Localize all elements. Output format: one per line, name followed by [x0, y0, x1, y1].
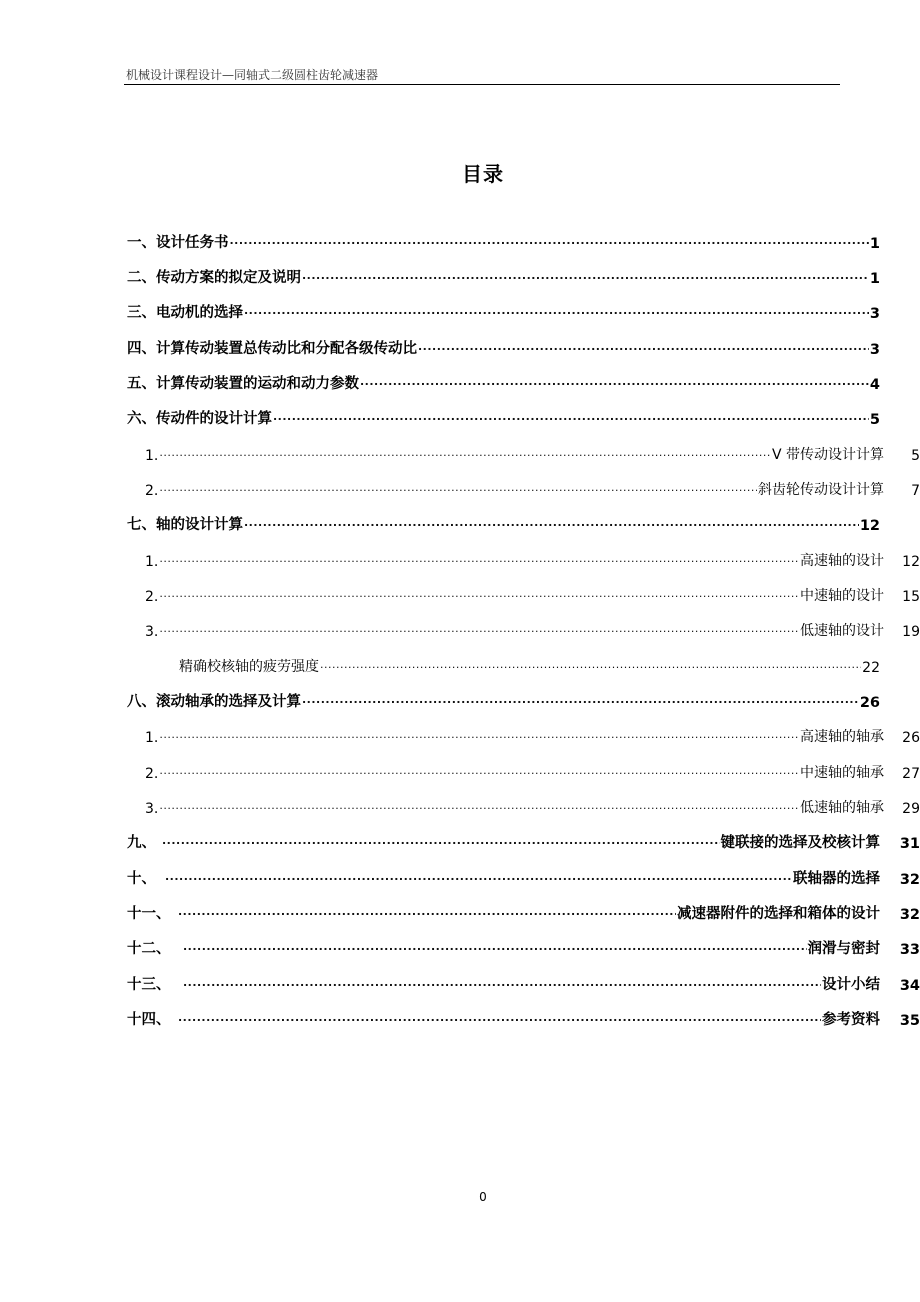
toc-entry-label: 四、计算传动装置总传动比和分配各级传动比	[127, 341, 417, 357]
toc-entry-label: 一、设计任务书	[127, 235, 229, 251]
dot-leader	[159, 551, 799, 567]
dot-leader	[183, 939, 807, 955]
dot-leader	[159, 480, 757, 496]
toc-entry-page: 19	[902, 624, 920, 640]
dot-leader	[360, 374, 869, 390]
dot-leader	[159, 727, 799, 743]
toc-entry-8-3[interactable]	[145, 787, 920, 817]
toc-entry-label: 中速轴的设计	[800, 588, 884, 604]
toc-entry-prefix: 1.	[145, 554, 159, 570]
toc-entry-label: 减速器附件的选择和箱体的设计	[677, 906, 880, 922]
toc-entry-prefix: 3.	[145, 624, 159, 640]
toc-entry-page: 26	[902, 730, 920, 746]
toc-entry-label: 三、电动机的选择	[127, 305, 243, 321]
toc-entry-3[interactable]	[127, 292, 880, 322]
toc-entry-page: 27	[902, 766, 920, 782]
toc-entry-label: 联轴器的选择	[793, 871, 880, 887]
header-rule	[124, 84, 840, 85]
toc-entry-label: V 带传动设计计算	[771, 447, 884, 463]
toc-entry-8[interactable]	[127, 681, 880, 711]
dot-leader	[162, 833, 720, 849]
toc-entry-page: 12	[859, 518, 880, 534]
page-number: 0	[479, 1190, 487, 1204]
toc-entry-7[interactable]	[127, 504, 880, 534]
toc-entry-prefix: 九、	[127, 835, 156, 851]
toc-entry-prefix: 十、	[127, 871, 156, 887]
dot-leader	[273, 409, 869, 425]
dot-leader	[244, 515, 859, 531]
dot-leader	[230, 233, 869, 249]
toc-entry-label: 八、滚动轴承的选择及计算	[127, 694, 301, 710]
dot-leader	[159, 621, 799, 637]
toc-entry-page: 32	[899, 872, 920, 888]
toc-entry-label: 七、轴的设计计算	[127, 517, 243, 533]
toc-entry-page: 32	[899, 907, 920, 923]
toc-entry-page: 1	[869, 271, 880, 287]
toc-entry-6-2[interactable]	[145, 469, 920, 499]
toc-entry-6-1[interactable]	[145, 434, 920, 464]
toc-entry-prefix: 十二、	[127, 941, 171, 957]
toc-entry-prefix: 十一、	[127, 906, 171, 922]
toc-entry-page: 5	[911, 448, 920, 464]
toc-entry-2[interactable]	[127, 257, 880, 287]
dot-leader	[302, 692, 859, 708]
toc-entry-prefix: 1.	[145, 448, 159, 464]
toc-entry-label: 键联接的选择及校核计算	[720, 835, 880, 851]
toc-entry-prefix: 2.	[145, 483, 159, 499]
toc-entry-page: 26	[859, 695, 880, 711]
toc-entry-1[interactable]	[127, 222, 880, 252]
toc-entry-label: 高速轴的轴承	[800, 729, 884, 745]
toc-entry-prefix: 2.	[145, 766, 159, 782]
toc-entry-8-2[interactable]	[145, 752, 920, 782]
toc-entry-label: 精确校核轴的疲劳强度	[179, 659, 319, 675]
toc-entry-prefix: 十四、	[127, 1012, 171, 1028]
toc-entry-page: 5	[869, 412, 880, 428]
toc-entry-10[interactable]	[127, 858, 920, 888]
toc-entry-prefix: 3.	[145, 801, 159, 817]
running-header: 机械设计课程设计—同轴式二级圆柱齿轮减速器	[126, 68, 379, 82]
toc-entry-5[interactable]	[127, 363, 880, 393]
dot-leader	[302, 268, 869, 284]
toc-entry-label: 参考资料	[822, 1012, 880, 1028]
toc-entry-label: 五、计算传动装置的运动和动力参数	[127, 376, 359, 392]
toc-entry-9[interactable]	[127, 822, 920, 852]
dot-leader	[178, 904, 676, 920]
toc-entry-page: 33	[899, 942, 920, 958]
toc-entry-4[interactable]	[127, 328, 880, 358]
toc-entry-page: 31	[899, 836, 920, 852]
dot-leader	[159, 763, 799, 779]
toc-entry-page: 1	[869, 236, 880, 252]
toc-entry-6[interactable]	[127, 398, 880, 428]
toc-entry-label: 润滑与密封	[807, 941, 880, 957]
dot-leader	[178, 1010, 821, 1026]
toc-entry-label: 斜齿轮传动设计计算	[758, 482, 884, 498]
toc-entry-14[interactable]	[127, 999, 920, 1029]
toc-entry-page: 3	[869, 306, 880, 322]
toc-entry-label: 二、传动方案的拟定及说明	[127, 270, 301, 286]
toc-entry-page: 15	[902, 589, 920, 605]
dot-leader	[320, 657, 861, 673]
toc-entry-12[interactable]	[127, 928, 920, 958]
toc-entry-page: 12	[902, 554, 920, 570]
toc-entry-7-3[interactable]	[145, 610, 920, 640]
toc-entry-prefix: 2.	[145, 589, 159, 605]
toc-entry-7-1[interactable]	[145, 540, 920, 570]
toc-entry-11[interactable]	[127, 893, 920, 923]
toc-entry-prefix: 1.	[145, 730, 159, 746]
toc-entry-page: 29	[902, 801, 920, 817]
dot-leader	[183, 975, 821, 991]
toc-entry-label: 高速轴的设计	[800, 553, 884, 569]
toc-entry-page: 4	[869, 377, 880, 393]
dot-leader	[244, 303, 869, 319]
toc-entry-8-1[interactable]	[145, 716, 920, 746]
toc-entry-label: 低速轴的轴承	[800, 800, 884, 816]
dot-leader	[159, 445, 771, 461]
dot-leader	[165, 869, 792, 885]
toc-entry-page: 22	[862, 660, 880, 676]
toc-entry-label: 低速轴的设计	[800, 623, 884, 639]
toc-entry-page: 34	[899, 978, 920, 994]
dot-leader	[159, 586, 799, 602]
toc-entry-label: 设计小结	[822, 977, 880, 993]
toc-entry-page: 35	[899, 1013, 920, 1029]
toc-entry-7-2[interactable]	[145, 575, 920, 605]
toc-entry-13[interactable]	[127, 964, 920, 994]
toc-entry-label: 中速轴的轴承	[800, 765, 884, 781]
toc-entry-prefix: 十三、	[127, 977, 171, 993]
toc-entry-label: 六、传动件的设计计算	[127, 411, 272, 427]
toc-entry-page: 7	[911, 483, 920, 499]
toc-entry-page: 3	[869, 342, 880, 358]
dot-leader	[159, 798, 799, 814]
dot-leader	[418, 339, 869, 355]
toc-title: 目录	[462, 162, 504, 186]
toc-entry-7-4[interactable]	[179, 646, 880, 676]
